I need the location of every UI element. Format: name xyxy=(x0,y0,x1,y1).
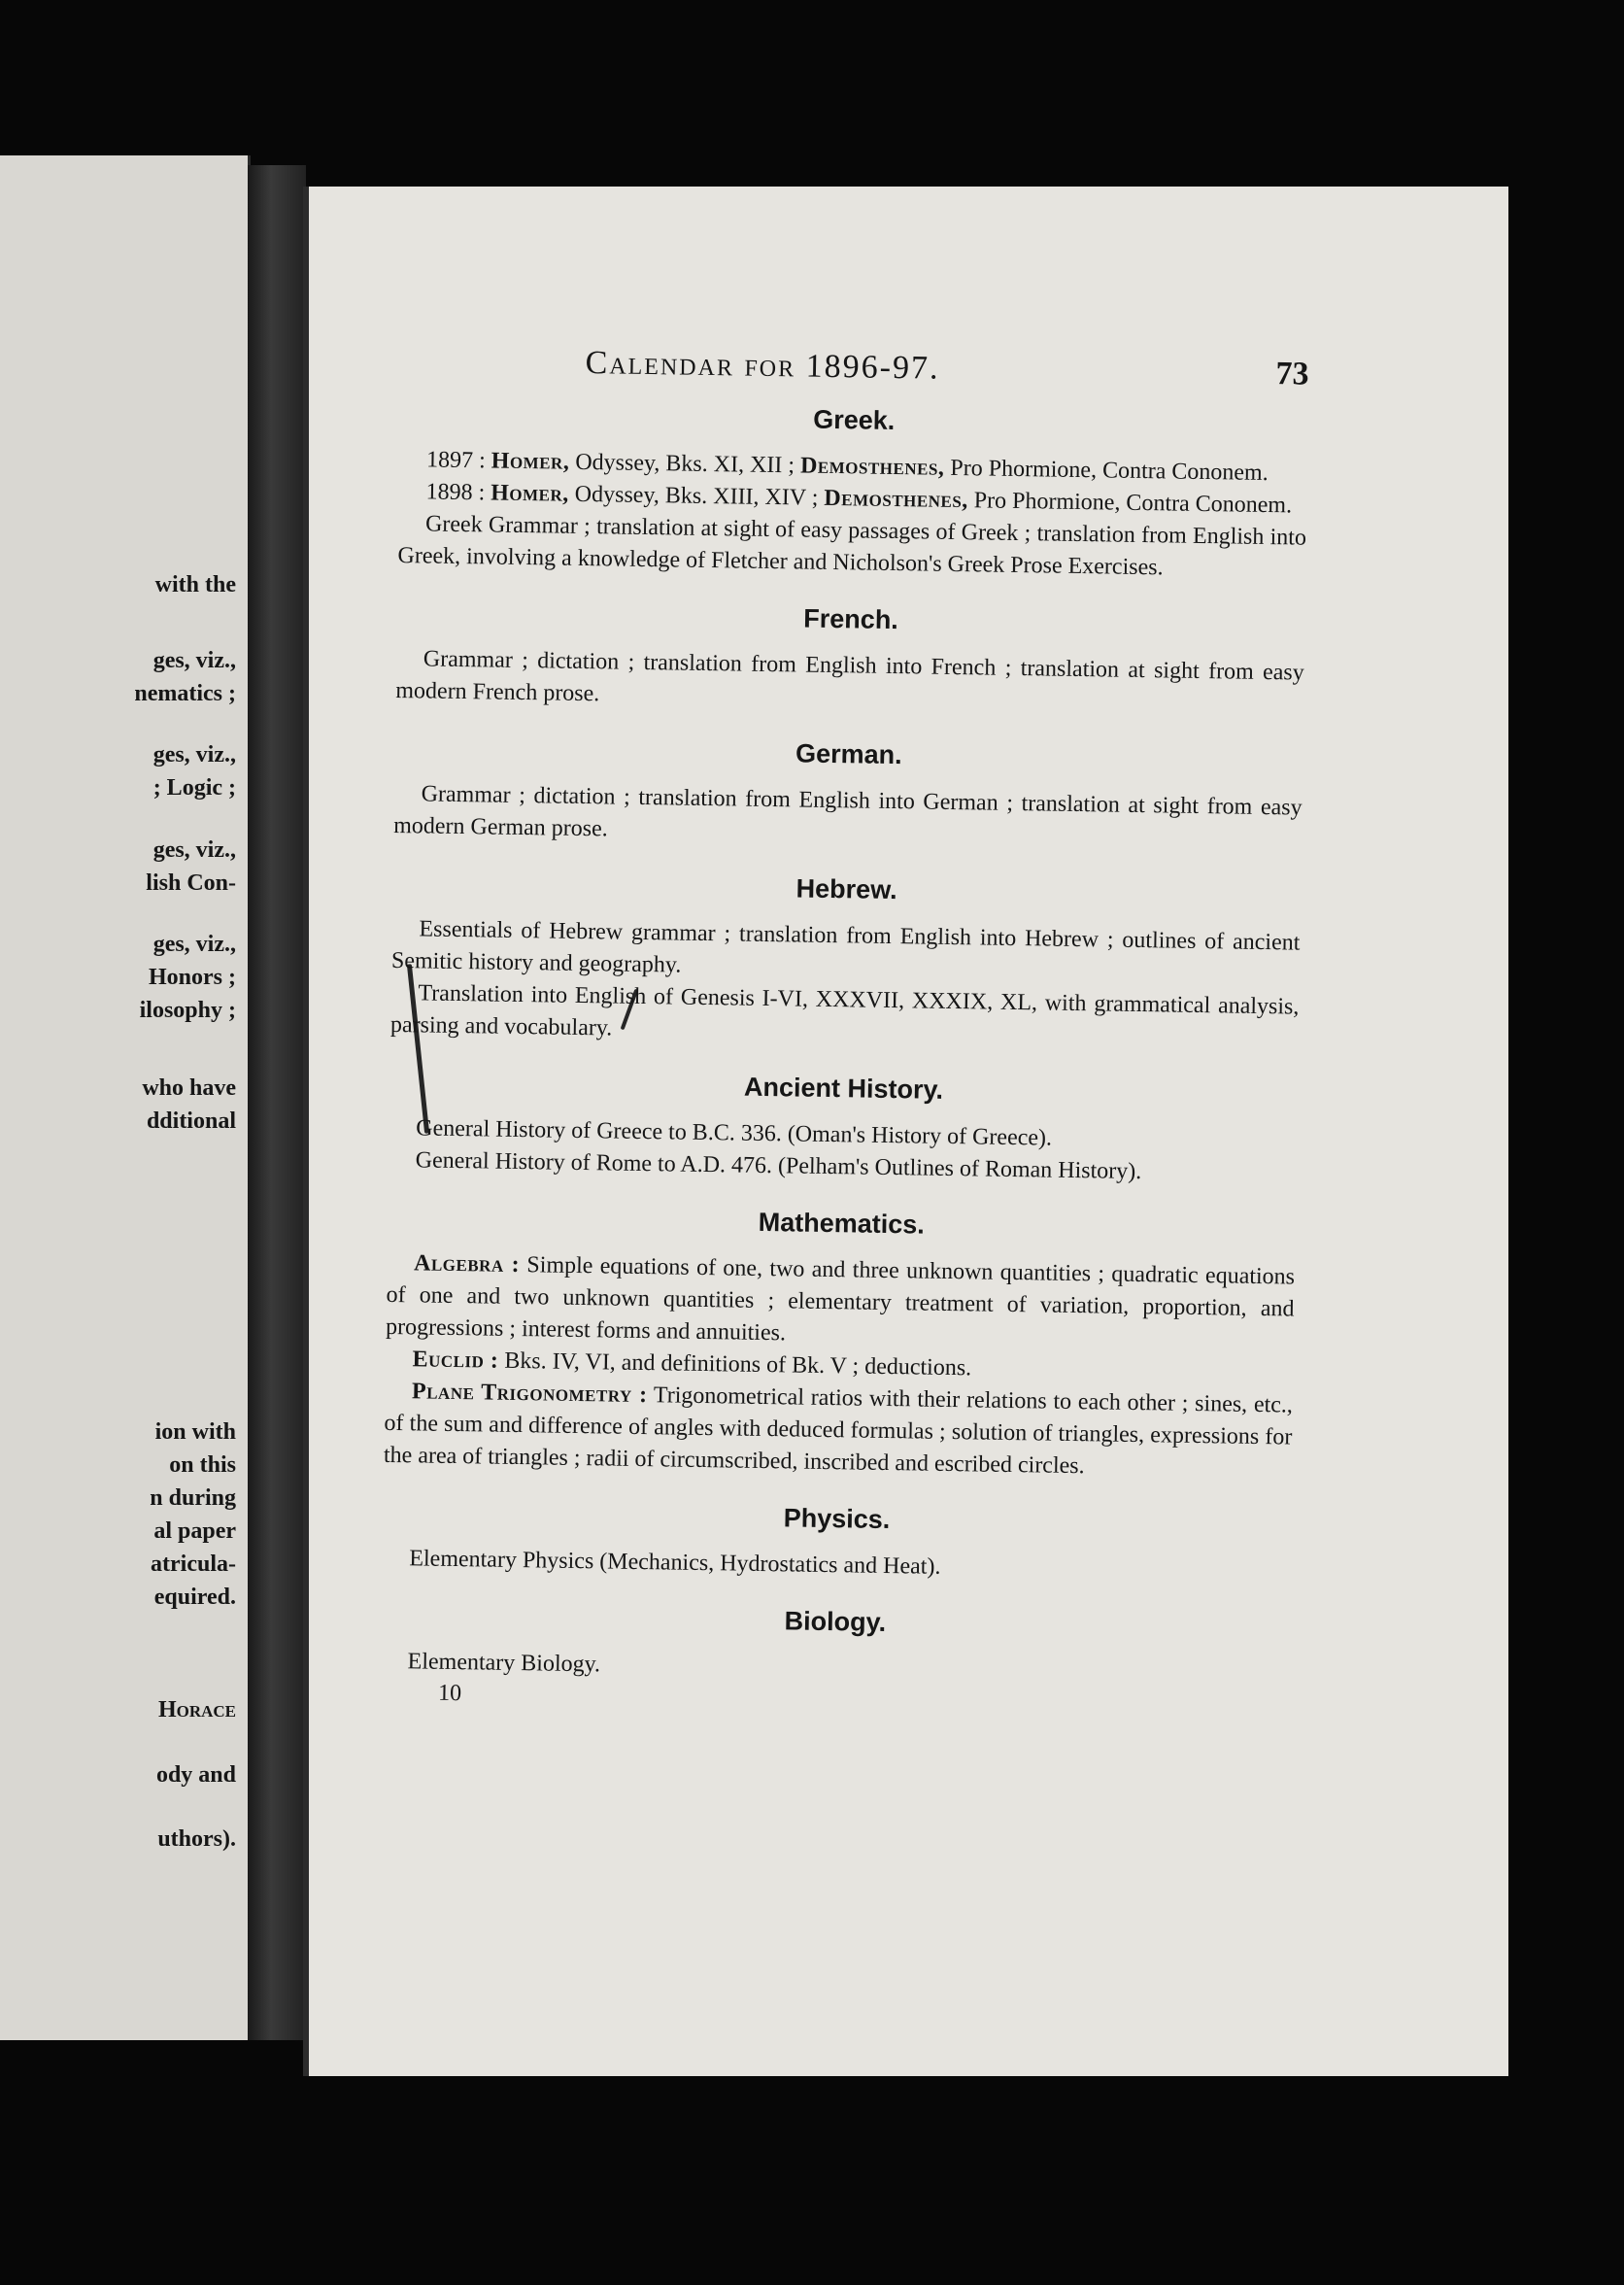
physics-paragraph: Elementary Physics (Mechanics, Hydrostatics and Heat). xyxy=(409,1546,941,1580)
left-fragment: ody and xyxy=(155,1762,236,1788)
algebra-paragraph: Algebra : Simple equations of one, two and three unknown quantities ; quadratic equations of one and two unknown quantities ; elementary treatment of variation, proportion, and progressions ; interest forms and annuities. xyxy=(385,1250,1296,1347)
left-fragment: ilosophy ; xyxy=(139,998,236,1023)
page-number: 73 xyxy=(1275,356,1309,392)
left-fragment: ges, viz., xyxy=(152,837,236,863)
german-paragraph: Grammar ; dictation ; translation from English into German ; translation at sight from easy modern German prose. xyxy=(392,781,1303,842)
hebrew-paragraph-1: Essentials of Hebrew grammar ; translation from English into Hebrew ; outlines of ancient Semitic history and geography. xyxy=(390,916,1301,978)
running-head xyxy=(400,342,1309,405)
calendar-page xyxy=(303,187,1508,2076)
mathematics-heading: Mathematics. xyxy=(758,1207,926,1240)
book-gutter xyxy=(248,165,306,2040)
signature-mark: 10 xyxy=(437,1680,462,1707)
left-fragment: uthors). xyxy=(157,1826,236,1852)
left-fragment: equired. xyxy=(153,1585,236,1610)
euclid-label: Euclid : xyxy=(412,1347,499,1374)
french-paragraph: Grammar ; dictation ; translation from English into French ; translation at sight from easy modern French prose. xyxy=(395,646,1304,707)
left-fragment: al paper xyxy=(153,1518,236,1544)
left-fragment: ges, viz., xyxy=(152,932,236,957)
left-fragment: atricula- xyxy=(151,1552,236,1577)
running-title: Calendar for 1896-97. xyxy=(585,344,940,387)
left-fragment: ion with xyxy=(154,1419,236,1445)
french-heading: French. xyxy=(803,603,899,635)
trigonometry-label: Plane Trigonometry : xyxy=(411,1379,648,1409)
greece-history-paragraph: General History of Greece to B.C. 336. (Oman's History of Greece). xyxy=(416,1115,1053,1151)
left-fragment: dditional xyxy=(146,1108,236,1134)
physics-heading: Physics. xyxy=(783,1503,891,1535)
algebra-label: Algebra : xyxy=(413,1250,521,1279)
hebrew-paragraph-2: Translation into English of Genesis I-VI, XXXVII, XXXIX, XL, with grammatical analysis, parsing and vocabulary. xyxy=(389,980,1300,1041)
left-fragment: lish Con- xyxy=(146,870,236,896)
left-fragment: who have xyxy=(142,1075,236,1101)
left-fragment: on this xyxy=(169,1452,236,1478)
greek-1898-entry: 1898 : Homer, Odyssey, Bks. XIII, XIV ; Demosthenes, Pro Phormione, Contra Cononem. xyxy=(425,479,1293,519)
left-fragment: ges, viz., xyxy=(152,648,236,673)
ancient-history-heading: Ancient History. xyxy=(743,1072,944,1105)
biology-heading: Biology. xyxy=(784,1606,887,1638)
left-fragment: n during xyxy=(150,1485,236,1511)
greek-heading: Greek. xyxy=(813,404,896,435)
left-fragment: nematics ; xyxy=(134,681,236,706)
left-fragment: with the xyxy=(154,572,236,597)
hebrew-heading: Hebrew. xyxy=(795,873,897,905)
left-fragment: Horace xyxy=(157,1697,236,1722)
left-fragment: Honors ; xyxy=(149,965,236,990)
biology-paragraph: Elementary Biology. xyxy=(407,1649,601,1678)
greek-1897-entry: 1897 : Homer, Odyssey, Bks. XI, XII ; Demosthenes, Pro Phormione, Contra Cononem. xyxy=(425,447,1269,487)
german-heading: German. xyxy=(795,738,902,770)
left-fragment: ges, viz., xyxy=(152,742,236,767)
left-fragment: ; Logic ; xyxy=(152,775,236,801)
rome-history-paragraph: General History of Rome to A.D. 476. (Pelham's Outlines of Roman History). xyxy=(415,1147,1142,1185)
greek-grammar-paragraph: Greek Grammar ; translation at sight of easy passages of Greek ; translation from English into Greek, involving a knowledge of Fletcher and Nicholson's Greek Prose Exercises. xyxy=(397,511,1307,581)
trigonometry-paragraph: Plane Trigonometry : Trigonometrical ratios with their relations to each other ; sines, etc., of the sum and difference of angles with deduced formulas ; solution of triangles, expressions for the area of triangles ; radii of circumscribed, inscribed and escribed circles. xyxy=(383,1379,1294,1480)
euclid-paragraph: Euclid : Bks. IV, VI, and definitions of Bk. V ; deductions. xyxy=(412,1347,972,1381)
page-content xyxy=(380,342,1309,1721)
previous-page xyxy=(0,155,251,2040)
